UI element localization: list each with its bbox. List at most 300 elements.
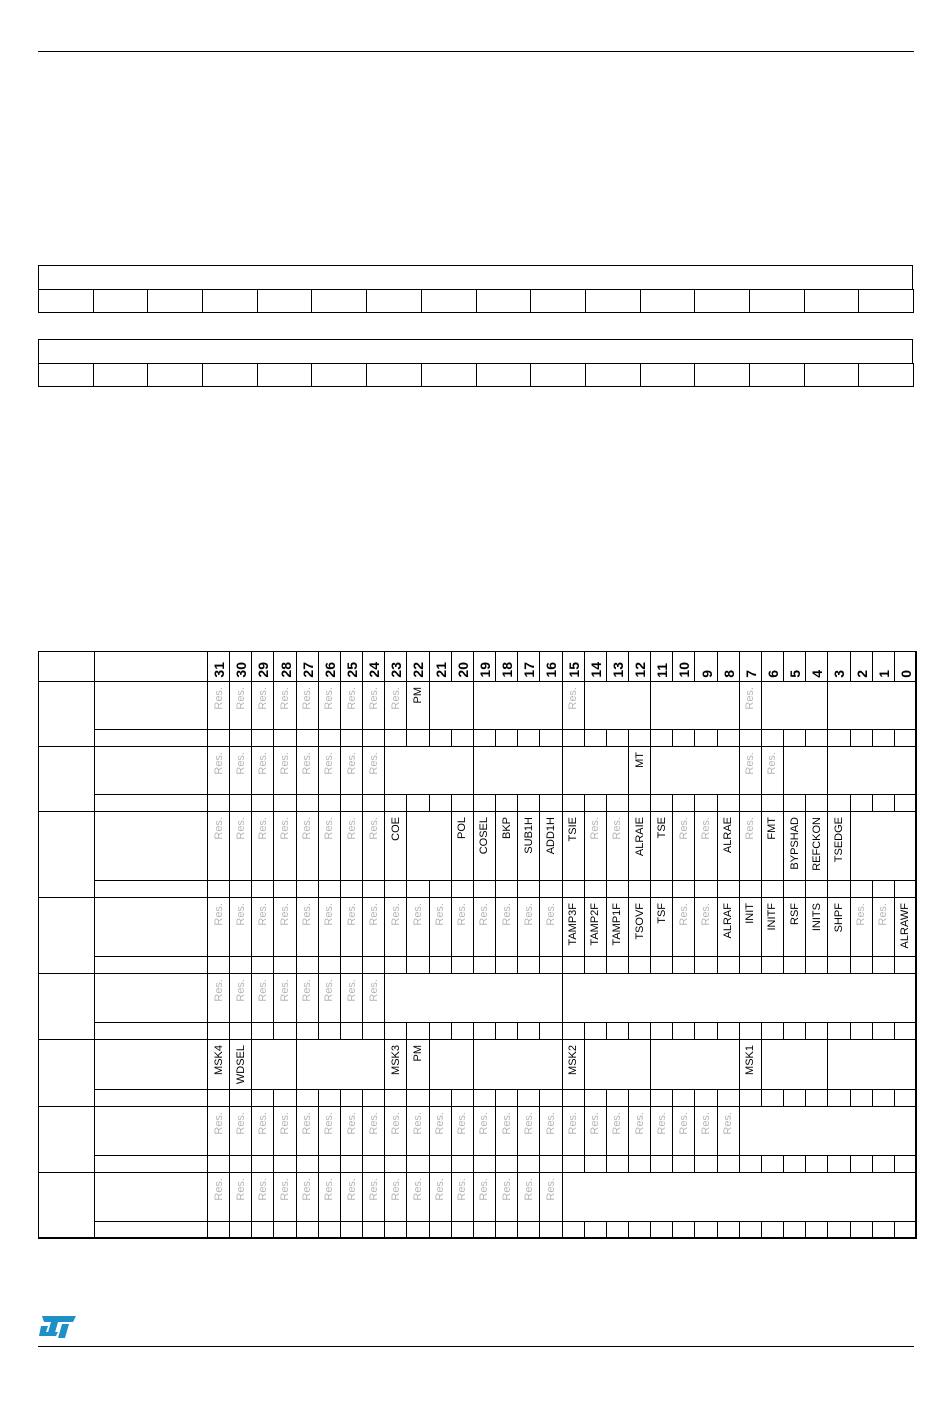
- bit-number-cell: [362, 651, 385, 682]
- bit-table-cell: [366, 363, 422, 387]
- reset-value-cell: [207, 956, 230, 974]
- reserved-bit-cell: [650, 1106, 673, 1156]
- bit-table-cell: [366, 289, 422, 313]
- reserved-bit-cell: [539, 897, 562, 957]
- bit-field-cell: [850, 811, 917, 881]
- reset-value-cell: [628, 1022, 651, 1040]
- bit-field-label: REFCKON: [810, 817, 823, 871]
- bit-field-label: MSK1: [744, 1045, 757, 1075]
- bit-field-label: TAMP3F: [567, 903, 580, 946]
- bit-field-cell: [406, 681, 429, 730]
- reset-value-cell: [562, 729, 585, 747]
- reset-value-cell: [739, 1221, 762, 1239]
- bit-number: 22: [410, 662, 427, 678]
- reset-value-cell: [717, 880, 740, 898]
- reset-value-cell: [894, 1221, 917, 1239]
- reserved-label: Res.: [877, 903, 890, 926]
- reset-value-cell: [406, 956, 429, 974]
- reserved-label: Res.: [279, 1112, 292, 1135]
- reserved-label: Res.: [212, 752, 225, 775]
- reserved-label: Res.: [434, 903, 447, 926]
- reserved-label: Res.: [367, 1112, 380, 1135]
- reset-value-cell: [739, 1022, 762, 1040]
- reset-value-cell: [827, 729, 850, 747]
- reset-value-cell: [850, 1155, 873, 1173]
- bit-field-label: TAMP2F: [589, 903, 602, 946]
- reserved-label: Res.: [345, 1178, 358, 1201]
- reserved-bit-cell: [429, 1106, 452, 1156]
- reserved-label: Res.: [301, 752, 314, 775]
- bit-field-label: ALRAF: [722, 903, 735, 939]
- reset-value-cell: [451, 1221, 474, 1239]
- reserved-bit-cell: [340, 1106, 363, 1156]
- reserved-label: Res.: [323, 979, 336, 1002]
- reset-value-cell: [650, 1022, 673, 1040]
- reset-value-cell: [229, 1221, 252, 1239]
- reserved-bit-cell: [473, 897, 496, 957]
- bit-field-cell: [761, 681, 828, 730]
- reset-value-cell: [894, 1022, 917, 1040]
- reset-value-cell: [761, 880, 784, 898]
- bit-field-label: ALRAE: [722, 817, 735, 854]
- reset-value-cell: [539, 1022, 562, 1040]
- reset-value-cell: [296, 880, 319, 898]
- reserved-bit-cell: [296, 1106, 319, 1156]
- reserved-label: Res.: [389, 903, 402, 926]
- reserved-label: Res.: [522, 903, 535, 926]
- reserved-label: Res.: [589, 817, 602, 840]
- bit-table-cell: [858, 363, 914, 387]
- bit-table-cell: [858, 289, 914, 313]
- reset-value-cell: [872, 880, 895, 898]
- reserved-label: Res.: [589, 1112, 602, 1135]
- reset-value-cell: [362, 794, 385, 812]
- reset-value-cell: [694, 880, 717, 898]
- bit-field-label: POL: [456, 817, 469, 840]
- reserved-bit-cell: [207, 973, 230, 1023]
- reserved-bit-cell: [717, 1106, 740, 1156]
- reserved-bit-cell: [207, 1172, 230, 1222]
- reset-value-cell: [207, 1221, 230, 1239]
- reset-value-cell: [894, 1155, 917, 1173]
- reset-value-cell: [406, 1022, 429, 1040]
- bit-table-header-cell: [38, 265, 913, 290]
- bit-field-label: MSK3: [389, 1045, 402, 1075]
- reset-value-cell: [340, 729, 363, 747]
- reset-value-cell: [584, 1022, 607, 1040]
- reserved-label: Res.: [212, 1178, 225, 1201]
- bit-field-cell: [628, 746, 651, 795]
- reserved-bit-cell: [562, 1106, 585, 1156]
- reset-value-cell: [517, 1022, 540, 1040]
- reserved-bit-cell: [406, 897, 429, 957]
- bit-field-label: RSF: [788, 903, 801, 925]
- reset-value-cell: [827, 1221, 850, 1239]
- reserved-label: Res.: [301, 1178, 314, 1201]
- bit-number: 6: [764, 670, 781, 678]
- reset-value-cell: [495, 880, 518, 898]
- reset-value-cell: [406, 1089, 429, 1107]
- reset-value-cell: [229, 1155, 252, 1173]
- bit-field-label: ADD1H: [544, 817, 557, 855]
- reset-value-cell: [429, 794, 452, 812]
- reserved-label: Res.: [411, 1112, 424, 1135]
- reset-value-cell: [207, 1089, 230, 1107]
- reset-value-cell: [783, 794, 806, 812]
- bit-number: 18: [499, 662, 516, 678]
- reset-value-cell: [451, 729, 474, 747]
- reset-value-cell: [539, 729, 562, 747]
- register-offset-cell: [38, 897, 95, 974]
- reserved-bit-cell: [429, 897, 452, 957]
- reserved-label: Res.: [744, 687, 757, 710]
- reset-value-cell: [207, 880, 230, 898]
- reserved-bit-cell: [229, 746, 252, 795]
- reset-value-cell: [207, 729, 230, 747]
- bit-field-label: ALRAWF: [899, 903, 912, 949]
- reserved-label: Res.: [301, 817, 314, 840]
- reserved-label: Res.: [323, 687, 336, 710]
- bit-number: 10: [676, 662, 693, 678]
- bit-field-label: TSF: [655, 903, 668, 924]
- reset-value-cell: [340, 1221, 363, 1239]
- reserved-label: Res.: [212, 817, 225, 840]
- reset-value-cell: [694, 956, 717, 974]
- reset-value-cell: [406, 1221, 429, 1239]
- reset-value-cell: [384, 1221, 407, 1239]
- reset-value-cell: [318, 1089, 341, 1107]
- reset-value-cell: [318, 729, 341, 747]
- bit-number: 24: [366, 662, 383, 678]
- reset-value-label-cell: [94, 1089, 208, 1107]
- register-offset-cell: [38, 1106, 95, 1173]
- reserved-label: Res.: [478, 1112, 491, 1135]
- bit-field-cell: [783, 746, 828, 795]
- reset-value-cell: [805, 1155, 828, 1173]
- reserved-bit-cell: [340, 746, 363, 795]
- bit-field-cell: [628, 811, 651, 881]
- bit-number-cell: [406, 651, 429, 682]
- reserved-label: Res.: [567, 687, 580, 710]
- bit-number: 13: [609, 662, 626, 678]
- reset-value-cell: [229, 729, 252, 747]
- bit-number: 0: [897, 670, 914, 678]
- bit-number: 14: [587, 662, 604, 678]
- reset-value-cell: [827, 1022, 850, 1040]
- reset-value-cell: [672, 794, 695, 812]
- bit-number: 8: [720, 670, 737, 678]
- bit-field-cell: [406, 1039, 429, 1090]
- bit-number-cell: [650, 651, 673, 682]
- bit-field-cell: [650, 1039, 740, 1090]
- bit-number-cell: [429, 651, 452, 682]
- reset-value-cell: [894, 880, 917, 898]
- reset-value-cell: [827, 794, 850, 812]
- reserved-bit-cell: [207, 811, 230, 881]
- bit-number: 2: [853, 670, 870, 678]
- reset-value-cell: [805, 1221, 828, 1239]
- reserved-label: Res.: [411, 1178, 424, 1201]
- reserved-bit-cell: [229, 1106, 252, 1156]
- reset-value-cell: [850, 880, 873, 898]
- reserved-label: Res.: [301, 903, 314, 926]
- reset-value-cell: [805, 794, 828, 812]
- bit-field-label: MSK4: [212, 1045, 225, 1075]
- reset-value-cell: [717, 1089, 740, 1107]
- bit-field-cell: [827, 746, 917, 795]
- bit-field-cell: [296, 1039, 386, 1090]
- bit-field-cell: [251, 1039, 296, 1090]
- reset-value-cell: [251, 729, 274, 747]
- reserved-label: Res.: [677, 817, 690, 840]
- bit-number-cell: [827, 651, 850, 682]
- bit-table-cell: [311, 363, 367, 387]
- reset-value-cell: [672, 729, 695, 747]
- reset-value-cell: [495, 729, 518, 747]
- reserved-bit-cell: [296, 1172, 319, 1222]
- reserved-label: Res.: [744, 752, 757, 775]
- reserved-bit-cell: [318, 746, 341, 795]
- reset-value-cell: [827, 956, 850, 974]
- reset-value-cell: [362, 880, 385, 898]
- reserved-label: Res.: [411, 903, 424, 926]
- reset-value-cell: [739, 880, 762, 898]
- reset-value-cell: [229, 794, 252, 812]
- reserved-label: Res.: [434, 1178, 447, 1201]
- reserved-label: Res.: [500, 903, 513, 926]
- reserved-label: Res.: [345, 687, 358, 710]
- reset-value-cell: [606, 794, 629, 812]
- reset-value-cell: [495, 1022, 518, 1040]
- bit-field-cell: [739, 1106, 917, 1156]
- reset-value-cell: [739, 1089, 762, 1107]
- reset-value-cell: [429, 1221, 452, 1239]
- reset-value-cell: [318, 794, 341, 812]
- reset-value-cell: [318, 880, 341, 898]
- bit-table-cell: [804, 363, 860, 387]
- reset-value-cell: [562, 1221, 585, 1239]
- reset-value-cell: [827, 1089, 850, 1107]
- bit-number-cell: [606, 651, 629, 682]
- reserved-bit-cell: [273, 973, 296, 1023]
- bit-field-cell: [894, 897, 917, 957]
- reset-value-cell: [473, 1089, 496, 1107]
- reset-value-cell: [672, 956, 695, 974]
- reset-value-cell: [473, 1155, 496, 1173]
- reserved-label: Res.: [744, 817, 757, 840]
- reserved-label: Res.: [522, 1178, 535, 1201]
- reset-value-cell: [406, 794, 429, 812]
- bit-field-label: SHPF: [832, 903, 845, 933]
- reserved-bit-cell: [340, 681, 363, 730]
- reserved-label: Res.: [323, 752, 336, 775]
- reset-value-cell: [761, 1221, 784, 1239]
- bit-table-cell: [93, 363, 149, 387]
- reset-value-cell: [694, 729, 717, 747]
- reset-value-cell: [429, 1089, 452, 1107]
- bit-table-cell: [640, 363, 696, 387]
- reset-value-cell: [296, 729, 319, 747]
- reset-value-cell: [207, 1155, 230, 1173]
- reserved-bit-cell: [761, 746, 784, 795]
- bit-number: 5: [787, 670, 804, 678]
- bit-table-cell: [147, 363, 203, 387]
- reset-value-cell: [805, 1022, 828, 1040]
- reserved-label: Res.: [766, 752, 779, 775]
- bit-number-cell: [273, 651, 296, 682]
- reserved-bit-cell: [273, 746, 296, 795]
- reset-value-cell: [229, 1022, 252, 1040]
- bit-field-label: WDSEL: [234, 1045, 247, 1085]
- st-logo-icon: [38, 1312, 80, 1340]
- reset-value-cell: [273, 1089, 296, 1107]
- reset-value-cell: [539, 1089, 562, 1107]
- reserved-bit-cell: [539, 1106, 562, 1156]
- reset-value-cell: [606, 1022, 629, 1040]
- reserved-label: Res.: [500, 1112, 513, 1135]
- reset-value-cell: [362, 729, 385, 747]
- bit-table-cell: [202, 363, 258, 387]
- bit-field-label: TAMP1F: [611, 903, 624, 946]
- reset-value-cell: [251, 794, 274, 812]
- reserved-label: Res.: [633, 1112, 646, 1135]
- bit-field-label: MT: [633, 752, 646, 768]
- reserved-label: Res.: [345, 1112, 358, 1135]
- reset-value-cell: [872, 794, 895, 812]
- reserved-bit-cell: [628, 1106, 651, 1156]
- reserved-label: Res.: [279, 817, 292, 840]
- bit-field-cell: [650, 897, 673, 957]
- reserved-bit-cell: [207, 681, 230, 730]
- reset-value-cell: [451, 1022, 474, 1040]
- reset-value-cell: [872, 1155, 895, 1173]
- register-name-cell: [94, 811, 208, 881]
- bit-number: 1: [875, 670, 892, 678]
- bit-number: 12: [632, 662, 649, 678]
- reserved-bit-cell: [694, 811, 717, 881]
- bit-field-cell: [584, 681, 651, 730]
- reset-value-cell: [606, 1089, 629, 1107]
- reset-value-cell: [384, 794, 407, 812]
- reserved-bit-cell: [672, 897, 695, 957]
- bit-number: 9: [698, 670, 715, 678]
- reset-value-cell: [805, 956, 828, 974]
- reset-value-cell: [650, 794, 673, 812]
- reset-value-cell: [473, 1022, 496, 1040]
- reserved-bit-cell: [495, 1106, 518, 1156]
- reset-value-cell: [894, 729, 917, 747]
- reset-value-cell: [827, 880, 850, 898]
- reserved-label: Res.: [234, 817, 247, 840]
- reset-value-cell: [539, 1155, 562, 1173]
- bit-field-cell: [628, 897, 651, 957]
- bit-field-cell: [473, 746, 563, 795]
- reset-value-cell: [894, 956, 917, 974]
- reset-value-cell: [850, 956, 873, 974]
- bit-field-label: INITF: [766, 903, 779, 931]
- reset-value-cell: [717, 729, 740, 747]
- bit-field-cell: [384, 746, 474, 795]
- bit-field-label: FMT: [766, 817, 779, 840]
- reset-value-cell: [340, 1089, 363, 1107]
- reset-value-cell: [273, 729, 296, 747]
- bit-field-cell: [429, 681, 474, 730]
- reserved-label: Res.: [478, 903, 491, 926]
- reset-value-cell: [406, 1155, 429, 1173]
- reserved-label: Res.: [212, 1112, 225, 1135]
- reserved-bit-cell: [672, 1106, 695, 1156]
- reset-value-cell: [296, 956, 319, 974]
- register-header-cell: [94, 651, 208, 682]
- reserved-bit-cell: [672, 811, 695, 881]
- reserved-label: Res.: [700, 903, 713, 926]
- reserved-label: Res.: [234, 752, 247, 775]
- reserved-label: Res.: [456, 1178, 469, 1201]
- bit-table-cell: [476, 289, 532, 313]
- reserved-bit-cell: [694, 1106, 717, 1156]
- reserved-bit-cell: [429, 1172, 452, 1222]
- reserved-label: Res.: [722, 1112, 735, 1135]
- reserved-label: Res.: [256, 687, 269, 710]
- reset-value-cell: [495, 794, 518, 812]
- reserved-bit-cell: [318, 1172, 341, 1222]
- reset-value-cell: [584, 1155, 607, 1173]
- reset-value-cell: [717, 1221, 740, 1239]
- reset-value-cell: [850, 1089, 873, 1107]
- reserved-bit-cell: [251, 897, 274, 957]
- reset-value-cell: [384, 1022, 407, 1040]
- bit-field-cell: [451, 811, 474, 881]
- reserved-bit-cell: [362, 811, 385, 881]
- reset-value-cell: [362, 1022, 385, 1040]
- reserved-bit-cell: [362, 746, 385, 795]
- reserved-bit-cell: [318, 973, 341, 1023]
- reserved-bit-cell: [207, 1106, 230, 1156]
- reset-value-cell: [872, 729, 895, 747]
- reset-value-cell: [628, 1221, 651, 1239]
- bit-field-cell: [650, 746, 740, 795]
- bit-number-cell: [473, 651, 496, 682]
- reserved-bit-cell: [273, 897, 296, 957]
- reset-value-cell: [251, 956, 274, 974]
- reset-value-cell: [362, 956, 385, 974]
- register-offset-cell: [38, 973, 95, 1040]
- bit-table-cell: [257, 289, 313, 313]
- offset-header-cell: [38, 651, 95, 682]
- reserved-label: Res.: [611, 1112, 624, 1135]
- register-offset-cell: [38, 811, 95, 898]
- bit-number: 26: [321, 662, 338, 678]
- reserved-label: Res.: [456, 903, 469, 926]
- reset-value-label-cell: [94, 1221, 208, 1239]
- bit-field-cell: [562, 1172, 918, 1222]
- reset-value-cell: [783, 1221, 806, 1239]
- reset-value-cell: [827, 1155, 850, 1173]
- reset-value-cell: [805, 880, 828, 898]
- bit-table-cell: [694, 363, 750, 387]
- reset-value-cell: [650, 1221, 673, 1239]
- reset-value-label-cell: [94, 956, 208, 974]
- reset-value-cell: [495, 1089, 518, 1107]
- bit-number: 4: [809, 670, 826, 678]
- bit-field-cell: [805, 811, 828, 881]
- reserved-label: Res.: [256, 1178, 269, 1201]
- reserved-label: Res.: [301, 979, 314, 1002]
- reset-value-label-cell: [94, 880, 208, 898]
- reserved-label: Res.: [677, 1112, 690, 1135]
- reset-value-cell: [606, 1155, 629, 1173]
- bit-number-cell: [207, 651, 230, 682]
